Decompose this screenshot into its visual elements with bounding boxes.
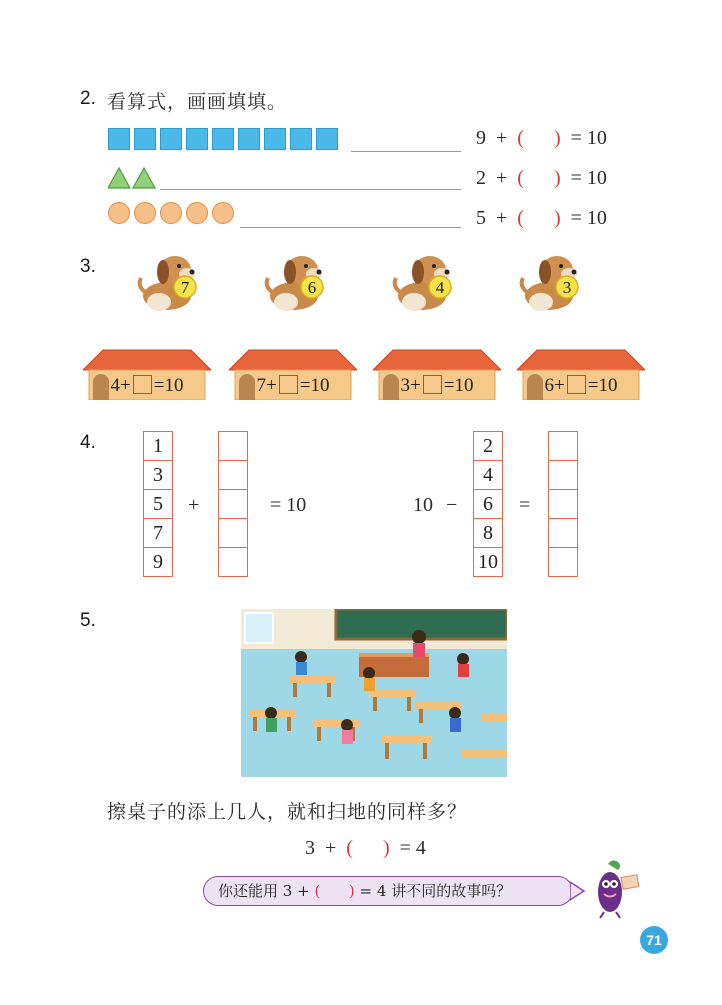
triangle-group [108, 167, 160, 189]
equation-row-2: 2 + ( ) = 10 [476, 167, 607, 189]
answer-line[interactable] [240, 227, 461, 228]
dog-number: 4 [435, 278, 445, 297]
equation-row-3: 5 + ( ) = 10 [476, 207, 607, 229]
answer-cell[interactable] [218, 547, 248, 577]
number-cell: 10 [473, 547, 503, 577]
plus-sign: + [188, 494, 200, 516]
answer-box[interactable] [567, 375, 586, 394]
square [290, 128, 312, 150]
answer-column-2[interactable] [548, 431, 578, 577]
answer-cell[interactable] [548, 518, 578, 548]
equation-row-1: 9 + ( ) = 10 [476, 127, 607, 149]
answer-cell[interactable] [218, 489, 248, 519]
left-number-column [143, 431, 173, 577]
answer-box[interactable] [133, 375, 152, 394]
page-number: 71 [640, 926, 668, 954]
number-cell: 9 [143, 547, 173, 577]
dog-house: 6+ =10 [517, 348, 645, 400]
equals-ten: = 10 [270, 494, 307, 516]
number-cell: 4 [473, 460, 503, 490]
answer-box[interactable] [279, 375, 298, 394]
number-cell: 7 [143, 518, 173, 548]
number-cell: 3 [143, 460, 173, 490]
dog-figure [519, 250, 589, 316]
answer-cell[interactable] [218, 431, 248, 461]
question-2-title: 看算式，画画填填。 [107, 91, 288, 113]
question-5-equation: 3 + ( ) = 4 [305, 837, 426, 859]
dog-figure [392, 250, 462, 316]
circle [186, 202, 208, 224]
dog-number: 7 [180, 278, 190, 297]
minus-sign: − [446, 494, 458, 516]
number-cell: 5 [143, 489, 173, 519]
right-number-column [473, 431, 503, 577]
dog-figure [264, 250, 334, 316]
question-3-number: 3. [80, 256, 96, 277]
dog-house: 3+ =10 [373, 348, 501, 400]
question-4-number: 4. [80, 432, 96, 453]
number-cell: 1 [143, 431, 173, 461]
answer-line[interactable] [160, 189, 461, 190]
square [212, 128, 234, 150]
answer-cell[interactable] [218, 460, 248, 490]
number-cell: 2 [473, 431, 503, 461]
square [108, 128, 130, 150]
square [160, 128, 182, 150]
answer-cell[interactable] [548, 460, 578, 490]
answer-column-1[interactable] [218, 431, 248, 577]
circle [134, 202, 156, 224]
answer-cell[interactable] [218, 518, 248, 548]
circle [108, 202, 130, 224]
speech-bubble [203, 876, 573, 906]
number-cell: 8 [473, 518, 503, 548]
answer-cell[interactable] [548, 431, 578, 461]
square [134, 128, 156, 150]
question-2-number: 2. [80, 88, 96, 109]
question-5-number: 5. [80, 610, 96, 631]
square [186, 128, 208, 150]
classroom-illustration [241, 609, 507, 777]
eggplant-mascot-icon [586, 856, 642, 920]
bubble-tail [570, 880, 586, 902]
question-5-text: 擦桌子的添上几人，就和扫地的同样多？ [107, 801, 468, 823]
circle [160, 202, 182, 224]
speech-bubble-text: 你还能用 3 + ( ) = 4 讲不同的故事吗？ [218, 882, 512, 900]
dog-number: 6 [307, 278, 317, 297]
number-cell: 6 [473, 489, 503, 519]
square [316, 128, 338, 150]
answer-cell[interactable] [548, 489, 578, 519]
answer-line[interactable] [351, 151, 461, 152]
dog-number: 3 [562, 278, 572, 297]
answer-cell[interactable] [548, 547, 578, 577]
dog-house: 7+ =10 [229, 348, 357, 400]
dog-figure [137, 250, 207, 316]
dog-house: 4+ =10 [83, 348, 211, 400]
square [264, 128, 286, 150]
circle [212, 202, 234, 224]
answer-box[interactable] [423, 375, 442, 394]
square [238, 128, 260, 150]
ten-label: 10 [413, 494, 433, 516]
equals-sign: = [519, 494, 531, 516]
